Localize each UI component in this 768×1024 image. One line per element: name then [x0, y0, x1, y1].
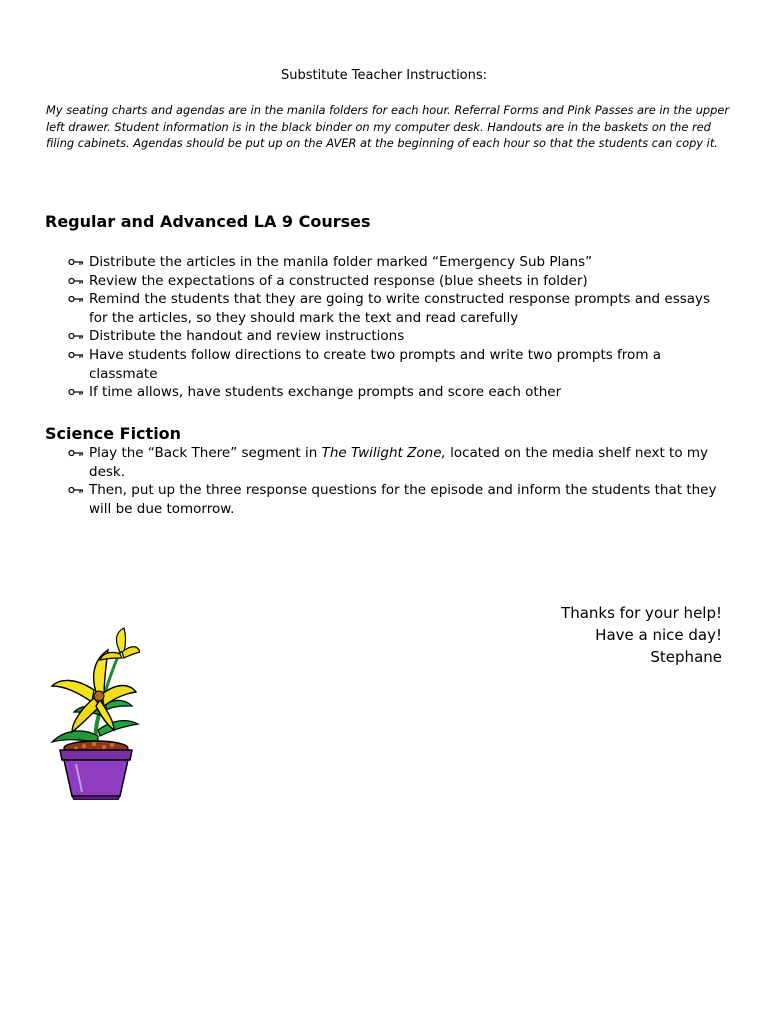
- key-icon: [68, 331, 84, 341]
- list-item-text: Review the expectations of a constructed response (blue sheets in folder): [89, 272, 588, 289]
- section-heading-scifi: Science Fiction: [45, 424, 182, 443]
- list-item-text-after: located on the media shelf next to my desk.: [89, 445, 709, 480]
- signoff-thanks: Thanks for your help!: [561, 604, 722, 622]
- list-item: [68, 346, 728, 383]
- scifi-list: [68, 444, 728, 518]
- key-icon: [68, 350, 84, 360]
- list-item-text: Distribute the handout and review instructions: [89, 328, 405, 345]
- key-icon: [68, 448, 84, 458]
- key-icon: [68, 387, 84, 397]
- list-item-text: Remind the students that they are going to write constructed response prompts and essays for the articles, so they should mark the text and read carefully: [89, 291, 711, 326]
- regular-list: [68, 253, 728, 402]
- list-item-text: Then, put up the three response questions for the episode and inform the students that they will be due tomorrow.: [89, 482, 717, 517]
- list-item-text: If time allows, have students exchange prompts and score each other: [89, 384, 562, 401]
- list-item-text: Distribute the articles in the manila folder marked “Emergency Sub Plans”: [89, 254, 593, 270]
- list-item: [68, 444, 728, 481]
- key-icon: [68, 276, 84, 286]
- intro-paragraph: My seating charts and agendas are in the manila folders for each hour. Referral Forms and Pink Passes are in the upper left drawer. Student information is in the black binder on my computer desk. Handouts are in the baskets on the red filing cabinets. Agendas should be put up on the AVER at the beginning of each hour so that the students can copy it.: [46, 103, 730, 150]
- key-icon: [68, 485, 84, 495]
- list-item: [68, 253, 728, 272]
- signoff: [561, 602, 722, 668]
- list-item: [68, 327, 728, 346]
- signoff-name: Stephane: [650, 648, 722, 666]
- page-title: Substitute Teacher Instructions:: [280, 68, 488, 83]
- list-item: [68, 383, 728, 402]
- list-item-text-before: Play the “Back There” segment in: [89, 445, 322, 461]
- key-icon: [68, 257, 84, 267]
- signoff-nice-day: Have a nice day!: [595, 626, 722, 644]
- key-icon: [68, 294, 84, 304]
- section-heading-regular: Regular and Advanced LA 9 Courses: [45, 212, 371, 231]
- list-item-text: Have students follow directions to create two prompts and write two prompts from a classmate: [89, 346, 662, 382]
- show-title: The Twilight Zone,: [321, 445, 446, 461]
- list-item: [68, 481, 728, 518]
- list-item: [68, 290, 728, 327]
- list-item: [68, 272, 728, 291]
- potted-flower-icon: [46, 626, 140, 800]
